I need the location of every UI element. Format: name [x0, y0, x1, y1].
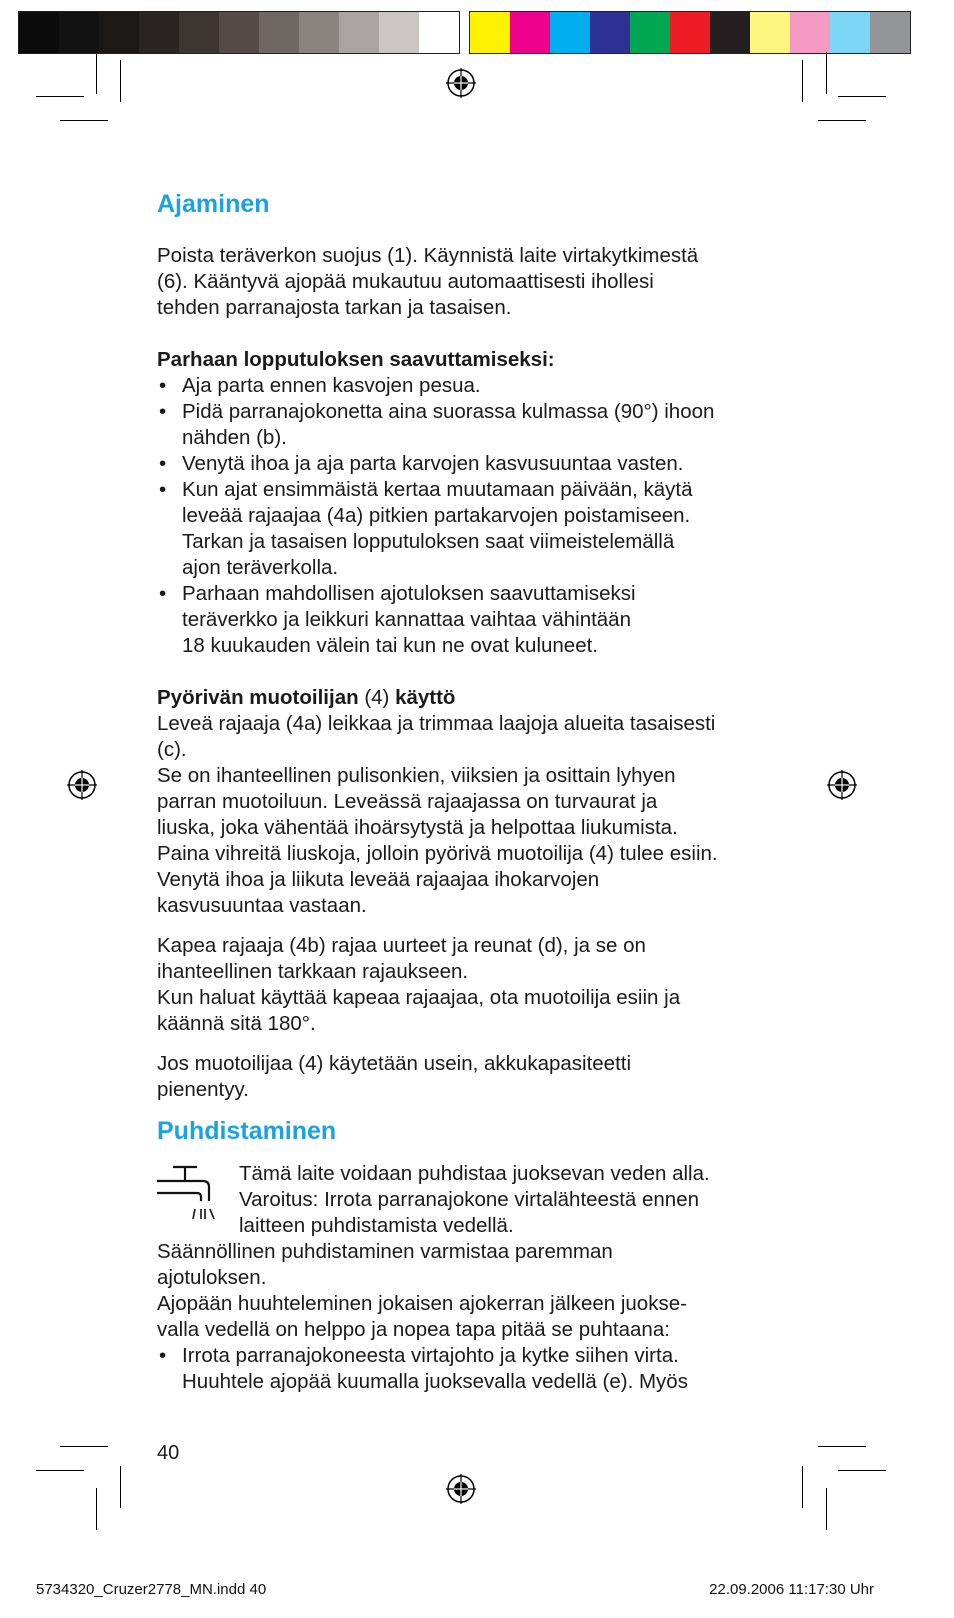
crop-mark [120, 1466, 121, 1508]
crop-mark [818, 120, 866, 121]
text-line: laitteen puhdistamista vedellä. [239, 1214, 514, 1237]
color-swatch [550, 12, 590, 53]
text-line: Tämä laite voidaan puhdistaa juoksevan veden alla. [239, 1162, 710, 1185]
color-swatch [470, 12, 510, 53]
trimmer-paragraph-wide [157, 711, 807, 919]
text-line: ajotuloksen. [157, 1266, 267, 1289]
list-item-line: ajon teräverkolla. [182, 556, 339, 579]
cleaning-intro [239, 1161, 807, 1239]
registration-mark-icon [446, 68, 476, 98]
color-swatch [19, 12, 59, 53]
list-item-line: Huuhtele ajopää kuumalla juoksevalla vedellä (e). Myös [182, 1370, 688, 1393]
trimmer-paragraph-narrow [157, 933, 807, 1037]
color-swatch [670, 12, 710, 53]
trimmer-heading: Pyörivän muotoilijan (4) käyttö [157, 686, 456, 709]
crop-mark [120, 60, 121, 102]
color-swatch [630, 12, 670, 53]
text-line: Leveä rajaaja (4a) leikkaa ja trimmaa laajoja alueita tasaisesti [157, 712, 716, 735]
text-line: käännä sitä 180°. [157, 1012, 316, 1035]
crop-mark [36, 96, 84, 97]
crop-mark [36, 1470, 84, 1471]
color-swatch [590, 12, 630, 53]
water-tap-icon [157, 1161, 239, 1239]
color-swatch [339, 12, 379, 53]
color-swatch [59, 12, 99, 53]
crop-mark [802, 1466, 803, 1508]
file-slug: 5734320_Cruzer2778_MN.indd 40 [36, 1581, 267, 1598]
list-item-line: Kun ajat ensimmäistä kertaa muutamaan päivään, käytä [182, 478, 693, 501]
registration-mark-icon [67, 770, 97, 800]
list-item-line: leveää rajaajaa (4a) pitkien partakarvojen poistamiseen. [182, 504, 691, 527]
intro-paragraph [157, 243, 807, 321]
list-item-line: Venytä ihoa ja aja parta karvojen kasvusuuntaa vasten. [182, 452, 684, 475]
color-swatch [219, 12, 259, 53]
list-item [157, 451, 807, 477]
list-item-line: Irrota parranajokoneesta virtajohto ja kytke siihen virta. [182, 1344, 679, 1367]
text-line: Säännöllinen puhdistaminen varmistaa paremman [157, 1240, 613, 1263]
best-result-list [157, 373, 807, 659]
color-swatch [139, 12, 179, 53]
list-item [157, 477, 807, 581]
color-swatch [299, 12, 339, 53]
list-item [157, 399, 807, 451]
ajaminen-body [157, 243, 807, 1103]
color-swatch [710, 12, 750, 53]
list-item-line: Aja parta ennen kasvojen pesua. [182, 374, 481, 397]
list-item [157, 373, 807, 399]
crop-mark [826, 52, 827, 94]
color-swatch [99, 12, 139, 53]
list-item-line: 18 kuukauden välein tai kun ne ovat kuluneet. [182, 634, 598, 657]
list-item-line: Pidä parranajokonetta aina suorassa kulmassa (90°) ihoon [182, 400, 715, 423]
cleaning-paragraph [157, 1239, 807, 1343]
text-line: (6). Kääntyvä ajopää mukautuu automaattisesti ihollesi [157, 270, 654, 293]
color-swatch [870, 12, 910, 53]
list-item-line: Tarkan ja tasaisen lopputuloksen saat viimeistelemällä [182, 530, 675, 553]
date-slug: 22.09.2006 11:17:30 Uhr [709, 1581, 874, 1598]
trimmer-paragraph-battery [157, 1051, 807, 1103]
text-line: Ajopään huuhteleminen jokaisen ajokerran jälkeen juokse- [157, 1292, 687, 1315]
crop-mark [802, 60, 803, 102]
crop-mark [818, 1446, 866, 1447]
list-item [157, 1343, 807, 1395]
crop-mark [838, 1470, 886, 1471]
crop-mark [96, 52, 97, 94]
text-line: Venytä ihoa ja liikuta leveää rajaajaa ihokarvojen [157, 868, 600, 891]
crop-mark [826, 1488, 827, 1530]
color-swatch [830, 12, 870, 53]
text-line: Jos muotoilijaa (4) käytetään usein, akkukapasiteetti [157, 1052, 632, 1075]
text-line: liuska, joka vähentää ihoärsytystä ja helpottaa liukumista. [157, 816, 678, 839]
text-line: valla vedellä on helppo ja nopea tapa pitää se puhtaana: [157, 1318, 670, 1341]
text-line: (c). [157, 738, 187, 761]
crop-mark [838, 96, 886, 97]
list-item [157, 581, 807, 659]
section-heading-puhdistaminen: Puhdistaminen [157, 1117, 337, 1145]
section-heading-ajaminen: Ajaminen [157, 190, 270, 218]
grayscale-control-bar [18, 11, 460, 54]
registration-mark-icon [827, 770, 857, 800]
text-line: Se on ihanteellinen pulisonkien, viiksien ja osittain lyhyen [157, 764, 676, 787]
puhdistaminen-body [157, 1161, 807, 1395]
list-item-line: nähden (b). [182, 426, 287, 449]
color-swatch [750, 12, 790, 53]
text-line: tehden parranajosta tarkan ja tasaisen. [157, 296, 512, 319]
text-line: pienentyy. [157, 1078, 249, 1101]
page-number: 40 [157, 1442, 180, 1464]
registration-mark-icon [446, 1474, 476, 1504]
crop-mark [96, 1488, 97, 1530]
text-line: Poista teräverkon suojus (1). Käynnistä laite virtakytkimestä [157, 244, 699, 267]
color-swatch [790, 12, 830, 53]
color-swatch [179, 12, 219, 53]
text-line: Kun haluat käyttää kapeaa rajaajaa, ota muotoilija esiin ja [157, 986, 681, 1009]
text-line: Varoitus: Irrota parranajokone virtalähteestä ennen [239, 1188, 700, 1211]
color-control-bar [469, 11, 911, 54]
text-line: kasvusuuntaa vastaan. [157, 894, 367, 917]
text-line: Paina vihreitä liuskoja, jolloin pyörivä muotoilija (4) tulee esiin. [157, 842, 718, 865]
list-item-line: Parhaan mahdollisen ajotuloksen saavuttamiseksi [182, 582, 636, 605]
color-swatch [259, 12, 299, 53]
best-result-heading: Parhaan lopputuloksen saavuttamiseksi: [157, 348, 555, 371]
color-swatch [510, 12, 550, 53]
color-swatch [379, 12, 419, 53]
crop-mark [60, 1446, 108, 1447]
text-line: parran muotoiluun. Leveässä rajaajassa on turvaurat ja [157, 790, 658, 813]
crop-mark [60, 120, 108, 121]
text-line: ihanteellinen tarkkaan rajaukseen. [157, 960, 469, 983]
color-swatch [419, 12, 459, 53]
text-line: Kapea rajaaja (4b) rajaa uurteet ja reunat (d), ja se on [157, 934, 646, 957]
cleaning-list [157, 1343, 807, 1395]
list-item-line: teräverkko ja leikkuri kannattaa vaihtaa vähintään [182, 608, 631, 631]
